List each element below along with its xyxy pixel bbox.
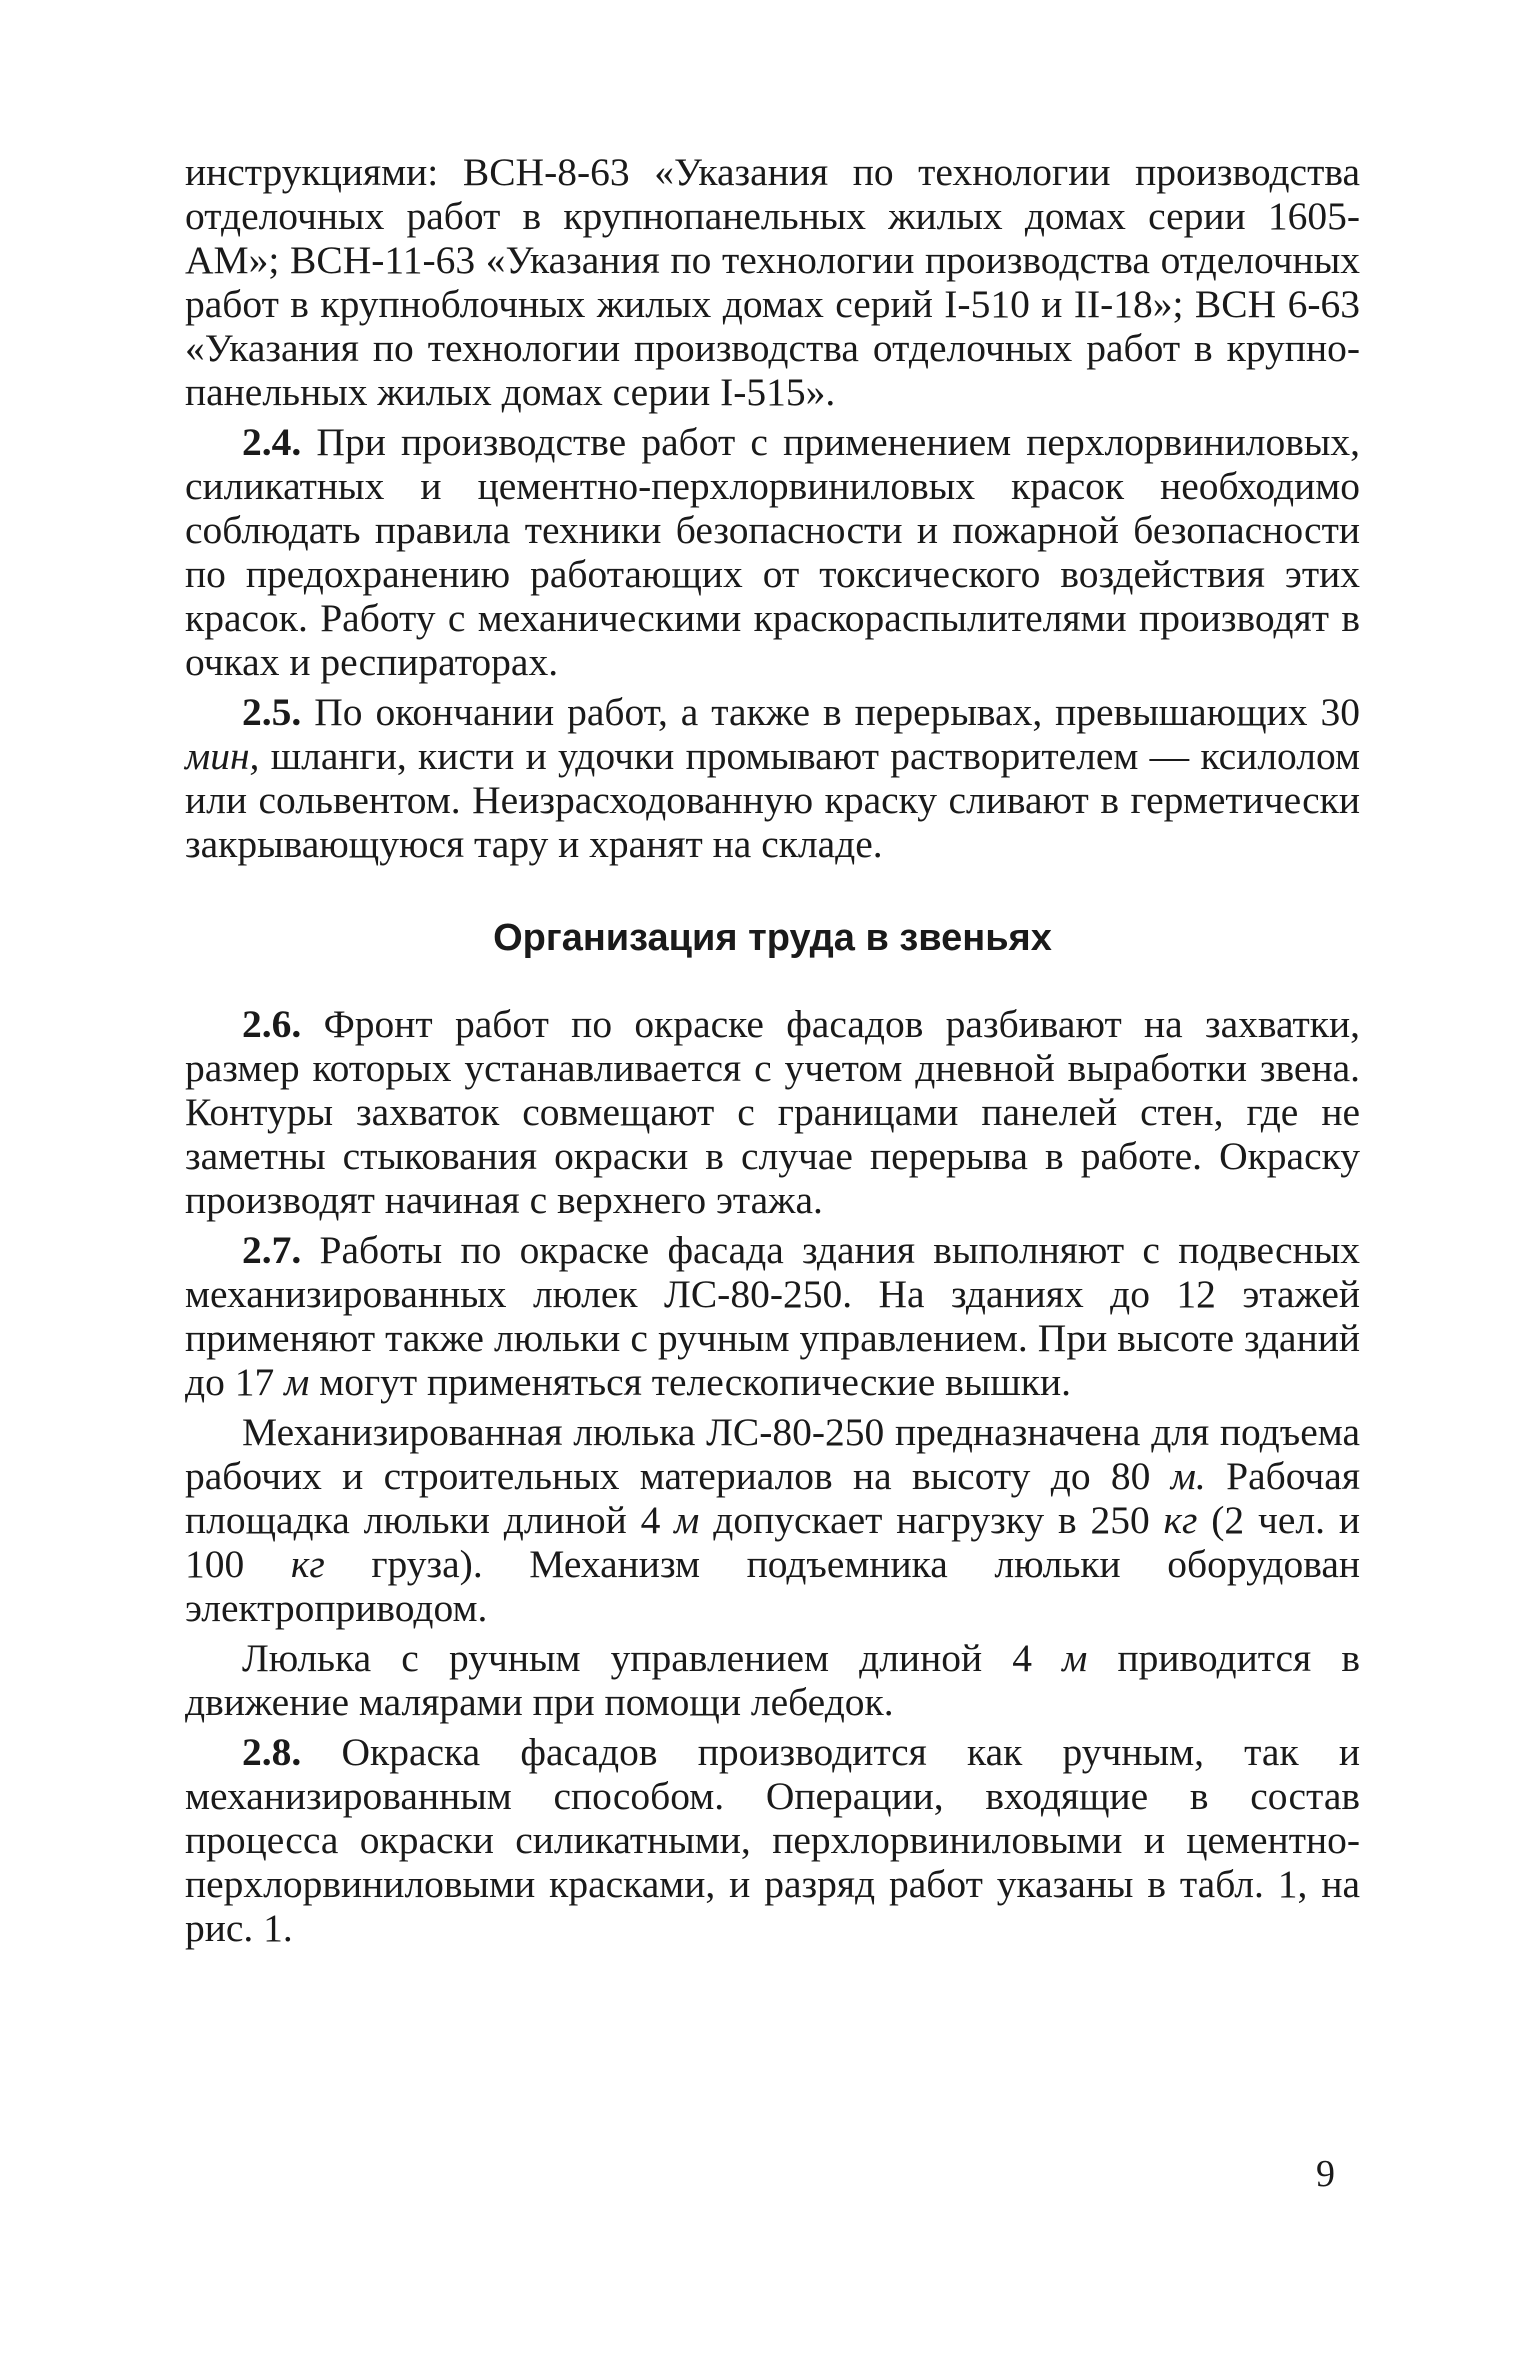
paragraph-instructions xyxy=(185,150,1360,414)
unit-text: мин, xyxy=(185,734,260,778)
paragraph-text: При производстве работ с применением перхлорвиниловых, силикатных и цементно-перхлорвиниловых красок необходимо соблюдать правила техники безопасности и пожарной безопасности по предохранению работающих от токсического воздействия этих красок. Работу с механическими краскораспылителями производят в очках и респираторах. xyxy=(185,420,1361,684)
paragraph-text: Механизированная люлька ЛС-80-250 предназначена для подъема рабочих и строительных материалов на высоту до 80 xyxy=(185,1410,1360,1498)
paragraph-number: 2.7. xyxy=(242,1228,302,1272)
paragraph-2-7 xyxy=(185,1228,1360,1404)
paragraph-text: По окончании работ, а также в перерывах, превышающих 30 xyxy=(314,690,1360,734)
unit-text: м xyxy=(674,1498,700,1542)
paragraph-cradle-mechanized xyxy=(185,1410,1360,1630)
paragraph-text: Окраска фасадов производится как ручным, так и механизированным способом. Операции, входящие в состав процесса окраски силикатными, перхлорвиниловыми и цементно-перхлорвиниловыми красками, и разряд работ указаны в табл. 1, на рис. 1. xyxy=(185,1730,1361,1950)
paragraph-number: 2.6. xyxy=(242,1002,302,1046)
paragraph-text: приводится в движение малярами при помощи лебедок. xyxy=(185,1636,1360,1724)
paragraph-text: инструкциями: ВСН-8-63 «Указания по технологии производства отделочных работ в крупнопанельных жилых домах серии 1605-АМ»; ВСН-11-63 «Указания по технологии производства отделочных работ в крупноблочных жилых домах серий I-510 и II-18»; ВСН 6-63 «Указания по технологии производства отделочных работ в крупнопанельных жилых домах серии I-515». xyxy=(185,150,1360,414)
paragraph-text: груза). Механизм подъемника люльки оборудован электроприводом. xyxy=(185,1542,1360,1630)
unit-text: м. xyxy=(1170,1454,1206,1498)
paragraph-text: допускает нагрузку в 250 xyxy=(699,1498,1164,1542)
paragraph-number: 2.5. xyxy=(242,690,302,734)
paragraph-text: могут применяться телескопические вышки. xyxy=(309,1360,1071,1404)
paragraph-text: Рабочая площадка люльки длиной 4 xyxy=(185,1454,1360,1542)
paragraph-text: Люлька с ручным управлением длиной 4 xyxy=(242,1636,1063,1680)
page-number: 9 xyxy=(1316,2153,1335,2195)
paragraph-text: Фронт работ по окраске фасадов разбивают на захватки, размер которых устанавливается с учетом дневной выработки звена. Контуры захваток совмещают с границами панелей стен, где не заметны стыкования окраски в случае перерыва в работе. Окраску производят начиная с верхнего этажа. xyxy=(185,1002,1361,1222)
paragraph-number: 2.4. xyxy=(242,420,302,464)
paragraph-2-4 xyxy=(185,420,1360,684)
unit-text: кг xyxy=(290,1542,325,1586)
paragraph-text: шланги, кисти и удочки промывают растворителем — ксилолом или сольвентом. Неизрасходованную краску сливают в герметически закрывающуюся тару и хранят на складе. xyxy=(185,734,1360,866)
paragraph-text: Работы по окраске фасада здания выполняют с подвесных механизированных люлек ЛС-80-250. На зданиях до 12 этажей применяют также люльки с ручным управлением. При высоте зданий до 17 xyxy=(185,1228,1360,1404)
paragraph-2-5 xyxy=(185,690,1360,866)
paragraph-text: (2 чел. и 100 xyxy=(185,1498,1360,1586)
paragraph-cradle-manual xyxy=(185,1636,1360,1724)
section-heading: Организация труда в звеньях xyxy=(493,917,1052,959)
unit-text: м xyxy=(1062,1636,1088,1680)
unit-text: кг xyxy=(1163,1498,1198,1542)
paragraph-number: 2.8. xyxy=(242,1730,302,1774)
unit-text: м xyxy=(284,1360,310,1404)
page-body xyxy=(185,150,1360,1950)
paragraph-2-6 xyxy=(185,1002,1360,1222)
paragraph-2-8 xyxy=(185,1730,1360,1950)
